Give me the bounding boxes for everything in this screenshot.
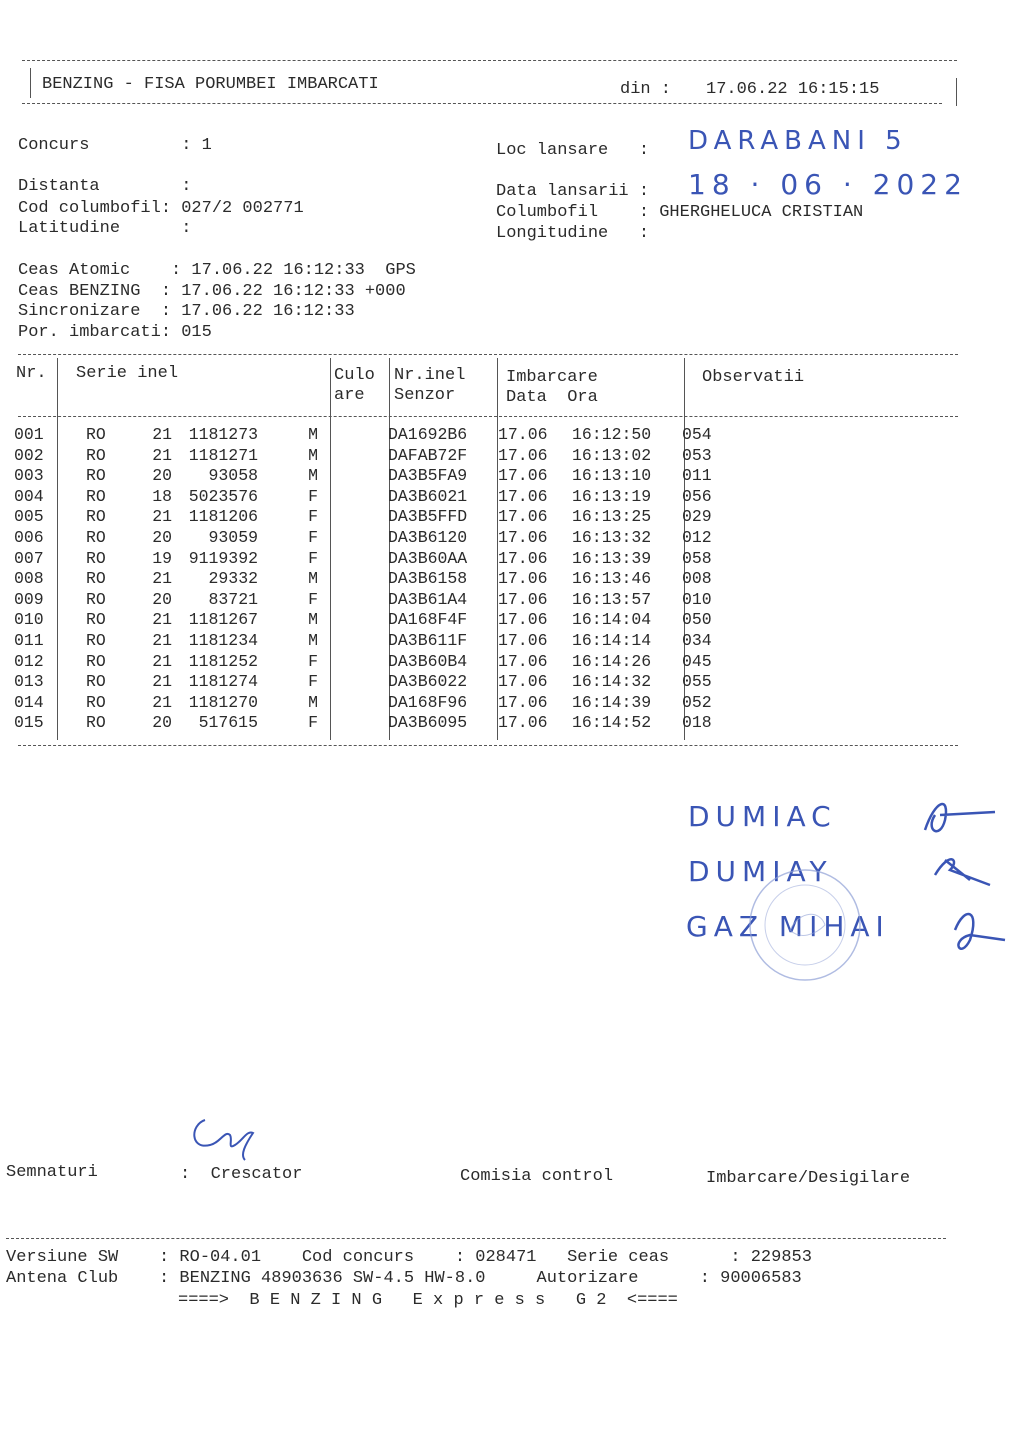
cell-ora: 16:14:39 — [572, 692, 652, 712]
cell-ora: 16:14:26 — [572, 651, 652, 671]
cell-ora: 16:13:02 — [572, 445, 652, 465]
express-line: ====> B E N Z I N G E x p r e s s G 2 <==== — [178, 1291, 678, 1310]
sincronizare-line: Sincronizare : 17.06.22 16:12:33 — [18, 302, 355, 321]
table-row — [14, 569, 762, 590]
cell-sex: M — [308, 569, 318, 589]
cell-sex: F — [308, 589, 318, 609]
cell-tara: RO — [86, 651, 106, 671]
club-stamp — [745, 855, 865, 995]
header-observatii: Observatii — [702, 368, 805, 387]
cell-cul — [326, 446, 388, 467]
cell-nr: 015 — [14, 713, 44, 733]
footer-rule — [6, 1238, 946, 1239]
header-imbarcare-1: Imbarcare — [506, 368, 598, 387]
cell-inel: 1181234 — [188, 630, 258, 650]
header-imbarcare-2: Data Ora — [506, 388, 598, 407]
cell-sex: M — [308, 466, 318, 486]
cell-data: 17.06 — [498, 425, 548, 444]
cell-inel: 29332 — [208, 569, 258, 589]
cell-data: 17.06 — [498, 651, 548, 671]
cell-tara: RO — [86, 610, 106, 630]
imbarcati-line: Por. imbarcati: 015 — [18, 323, 212, 342]
data-lansarii-handwritten: 18 · 06 · 2022 — [688, 168, 968, 201]
cell-obs: 054 — [682, 425, 712, 444]
cell-sex: M — [308, 445, 318, 465]
cell-obs: 010 — [682, 589, 712, 609]
cell-tara: RO — [86, 589, 106, 609]
cell-senzor: DA3B6021 — [388, 486, 468, 506]
table-row — [14, 631, 762, 652]
cell-tara: RO — [86, 507, 106, 527]
cell-cul — [326, 549, 388, 570]
cell-cul — [326, 569, 388, 590]
cell-senzor: DA3B6158 — [388, 569, 468, 589]
cell-sex: M — [308, 692, 318, 712]
cell-nr: 014 — [14, 692, 44, 712]
cell-tara: RO — [86, 548, 106, 568]
cell-obs: 052 — [682, 692, 712, 712]
cell-an: 21 — [152, 630, 172, 650]
table-row — [14, 713, 762, 734]
cell-cul — [326, 631, 388, 652]
cell-data: 17.06 — [498, 486, 548, 506]
pigeons-table — [14, 425, 762, 734]
cell-senzor: DA3B60AA — [388, 548, 468, 568]
columbofil-line: Columbofil : GHERGHELUCA CRISTIAN — [496, 203, 864, 222]
table-top-rule — [18, 354, 958, 355]
cell-tara: RO — [86, 569, 106, 589]
cell-inel: 1181267 — [188, 610, 258, 630]
table-row — [14, 446, 762, 467]
document-title: BENZING - FISA PORUMBEI IMBARCATI — [42, 75, 379, 94]
cell-data: 17.06 — [498, 630, 548, 650]
cell-inel: 93059 — [208, 527, 258, 547]
cell-data: 17.06 — [498, 692, 548, 712]
cell-nr: 009 — [14, 589, 44, 609]
cell-an: 21 — [152, 610, 172, 630]
cell-senzor: DA1692B6 — [388, 425, 468, 444]
cell-senzor: DAFAB72F — [388, 445, 468, 465]
cell-an: 21 — [152, 672, 172, 692]
cell-inel: 517615 — [198, 713, 258, 733]
cell-data: 17.06 — [498, 713, 548, 733]
header-top-rule — [22, 60, 957, 61]
cell-senzor: DA3B5FA9 — [388, 466, 468, 486]
cell-cul — [326, 713, 388, 734]
handwritten-signatures — [915, 790, 1010, 970]
cell-ora: 16:13:39 — [572, 548, 652, 568]
cell-nr: 010 — [14, 610, 44, 630]
cell-ora: 16:13:10 — [572, 466, 652, 486]
cell-senzor: DA3B5FFD — [388, 507, 468, 527]
cell-tara: RO — [86, 713, 106, 733]
header-left-border — [30, 68, 31, 98]
table-row — [14, 549, 762, 570]
cell-ora: 16:13:57 — [572, 589, 652, 609]
cell-tara: RO — [86, 445, 106, 465]
cell-inel: 1181273 — [188, 425, 258, 444]
cell-an: 21 — [152, 425, 172, 444]
cell-an: 21 — [152, 445, 172, 465]
table-row — [14, 590, 762, 611]
cell-data: 17.06 — [498, 569, 548, 589]
cell-tara: RO — [86, 527, 106, 547]
cell-obs: 055 — [682, 672, 712, 692]
longitudine-line: Longitudine : — [496, 224, 650, 243]
cell-tara: RO — [86, 466, 106, 486]
cell-obs: 045 — [682, 651, 712, 671]
cell-tara: RO — [86, 672, 106, 692]
cell-cul — [326, 672, 388, 693]
cell-sex: F — [308, 527, 318, 547]
ceas-benzing-line: Ceas BENZING : 17.06.22 16:12:33 +000 — [18, 282, 406, 301]
cell-senzor: DA3B6120 — [388, 527, 468, 547]
loc-lansare-label: Loc lansare : — [496, 141, 650, 160]
header-culoare-1: Culo — [334, 366, 375, 385]
cell-inel: 9119392 — [188, 548, 258, 568]
din-timestamp: 17.06.22 16:15:15 — [706, 80, 880, 99]
header-nr-inel-1: Nr.inel — [394, 366, 466, 385]
cod-columbofil-line: Cod columbofil: 027/2 002771 — [18, 199, 304, 218]
cell-nr: 008 — [14, 569, 44, 589]
cell-data: 17.06 — [498, 672, 548, 692]
cell-an: 20 — [152, 527, 172, 547]
cell-sex: M — [308, 610, 318, 630]
cell-ora: 16:13:46 — [572, 569, 652, 589]
cell-nr: 006 — [14, 527, 44, 547]
table-row — [14, 693, 762, 714]
cell-an: 20 — [152, 466, 172, 486]
data-lansarii-label: Data lansarii : — [496, 182, 650, 201]
cell-tara: RO — [86, 486, 106, 506]
cell-nr: 011 — [14, 630, 44, 650]
cell-an: 19 — [152, 548, 172, 568]
crescator-signature — [185, 1105, 265, 1165]
latitudine-line: Latitudine : — [18, 219, 192, 238]
cell-sex: M — [308, 425, 318, 444]
cell-obs: 058 — [682, 548, 712, 568]
cell-sex: F — [308, 651, 318, 671]
cell-senzor: DA3B6022 — [388, 672, 468, 692]
header-right-border — [956, 78, 957, 106]
cell-an: 20 — [152, 589, 172, 609]
header-nr-inel-2: Senzor — [394, 386, 456, 405]
cell-cul — [326, 466, 388, 487]
cell-ora: 16:14:32 — [572, 672, 652, 692]
table-bottom-rule — [18, 745, 958, 746]
cell-cul — [326, 528, 388, 549]
cell-nr: 013 — [14, 672, 44, 692]
header-culoare-2: are — [334, 386, 365, 405]
cell-nr: 001 — [14, 425, 44, 444]
cell-ora: 16:12:50 — [572, 425, 652, 444]
cell-cul — [326, 425, 388, 446]
table-row — [14, 487, 762, 508]
cell-data: 17.06 — [498, 589, 548, 609]
cell-inel: 93058 — [208, 466, 258, 486]
cell-an: 21 — [152, 569, 172, 589]
cell-inel: 1181252 — [188, 651, 258, 671]
cell-cul — [326, 610, 388, 631]
cell-ora: 16:13:25 — [572, 507, 652, 527]
cell-obs: 008 — [682, 569, 712, 589]
header-serie-inel: Serie inel — [76, 364, 179, 383]
cell-sex: F — [308, 672, 318, 692]
cell-obs: 018 — [682, 713, 712, 733]
header-nr: Nr. — [16, 364, 47, 383]
table-row — [14, 652, 762, 673]
loc-lansare-handwritten: DARABANI 5 — [688, 126, 908, 156]
semnaturi-label: Semnaturi — [6, 1163, 98, 1182]
cell-data: 17.06 — [498, 466, 548, 486]
cell-nr: 005 — [14, 507, 44, 527]
cell-tara: RO — [86, 692, 106, 712]
cell-nr: 004 — [14, 486, 44, 506]
table-header-rule — [18, 416, 958, 417]
cell-inel: 83721 — [208, 589, 258, 609]
crescator-label: : Crescator — [180, 1165, 303, 1184]
cell-an: 20 — [152, 713, 172, 733]
cell-obs: 050 — [682, 610, 712, 630]
comisia-control-label: Comisia control — [460, 1167, 614, 1186]
imbarcare-desigilare-label: Imbarcare/Desigilare — [706, 1169, 911, 1188]
cell-ora: 16:13:19 — [572, 486, 652, 506]
cell-inel: 1181274 — [188, 672, 258, 692]
cell-tara: RO — [86, 630, 106, 650]
cell-obs: 011 — [682, 466, 712, 486]
antena-line: Antena Club : BENZING 48903636 SW-4.5 HW-8.0 Autorizare : 90006583 — [6, 1269, 802, 1288]
ceas-atomic-line: Ceas Atomic : 17.06.22 16:12:33 GPS — [18, 261, 416, 280]
table-row — [14, 610, 762, 631]
cell-obs: 056 — [682, 486, 712, 506]
cell-data: 17.06 — [498, 445, 548, 465]
header-bottom-rule — [22, 103, 942, 104]
cell-senzor: DA3B611F — [388, 630, 468, 650]
cell-cul — [326, 507, 388, 528]
cell-senzor: DA168F4F — [388, 610, 468, 630]
cell-sex: F — [308, 486, 318, 506]
cell-obs: 053 — [682, 445, 712, 465]
versiune-line: Versiune SW : RO-04.01 Cod concurs : 028471 Serie ceas : 229853 — [6, 1248, 812, 1267]
handwritten-name-2: DUMIAY — [688, 855, 833, 888]
concurs-line: Concurs : 1 — [18, 136, 212, 155]
cell-nr: 002 — [14, 445, 44, 465]
cell-cul — [326, 652, 388, 673]
cell-inel: 5023576 — [188, 486, 258, 506]
cell-ora: 16:14:52 — [572, 713, 652, 733]
cell-an: 18 — [152, 486, 172, 506]
cell-an: 21 — [152, 651, 172, 671]
distanta-line: Distanta : — [18, 177, 192, 196]
cell-senzor: DA3B61A4 — [388, 589, 468, 609]
cell-inel: 1181271 — [188, 445, 258, 465]
cell-sex: F — [308, 507, 318, 527]
table-row — [14, 507, 762, 528]
table-row — [14, 528, 762, 549]
cell-obs: 034 — [682, 630, 712, 650]
cell-data: 17.06 — [498, 610, 548, 630]
handwritten-name-3: GAZ MIHAI — [686, 910, 890, 943]
cell-ora: 16:13:32 — [572, 527, 652, 547]
cell-senzor: DA3B60B4 — [388, 651, 468, 671]
cell-cul — [326, 590, 388, 611]
table-row — [14, 466, 762, 487]
cell-nr: 007 — [14, 548, 44, 568]
cell-nr: 003 — [14, 466, 44, 486]
table-row — [14, 672, 762, 693]
cell-sex: F — [308, 713, 318, 733]
cell-obs: 029 — [682, 507, 712, 527]
cell-cul — [326, 693, 388, 714]
cell-sex: F — [308, 548, 318, 568]
cell-nr: 012 — [14, 651, 44, 671]
cell-cul — [326, 487, 388, 508]
cell-senzor: DA3B6095 — [388, 713, 468, 733]
cell-obs: 012 — [682, 527, 712, 547]
table-row — [14, 425, 762, 446]
cell-data: 17.06 — [498, 548, 548, 568]
cell-data: 17.06 — [498, 527, 548, 547]
cell-inel: 1181270 — [188, 692, 258, 712]
din-label: din : — [620, 80, 672, 99]
cell-an: 21 — [152, 507, 172, 527]
cell-tara: RO — [86, 425, 106, 444]
cell-an: 21 — [152, 692, 172, 712]
cell-sex: M — [308, 630, 318, 650]
cell-ora: 16:14:04 — [572, 610, 652, 630]
cell-data: 17.06 — [498, 507, 548, 527]
cell-ora: 16:14:14 — [572, 630, 652, 650]
handwritten-name-1: DUMIAC — [688, 800, 837, 833]
cell-senzor: DA168F96 — [388, 692, 468, 712]
cell-inel: 1181206 — [188, 507, 258, 527]
